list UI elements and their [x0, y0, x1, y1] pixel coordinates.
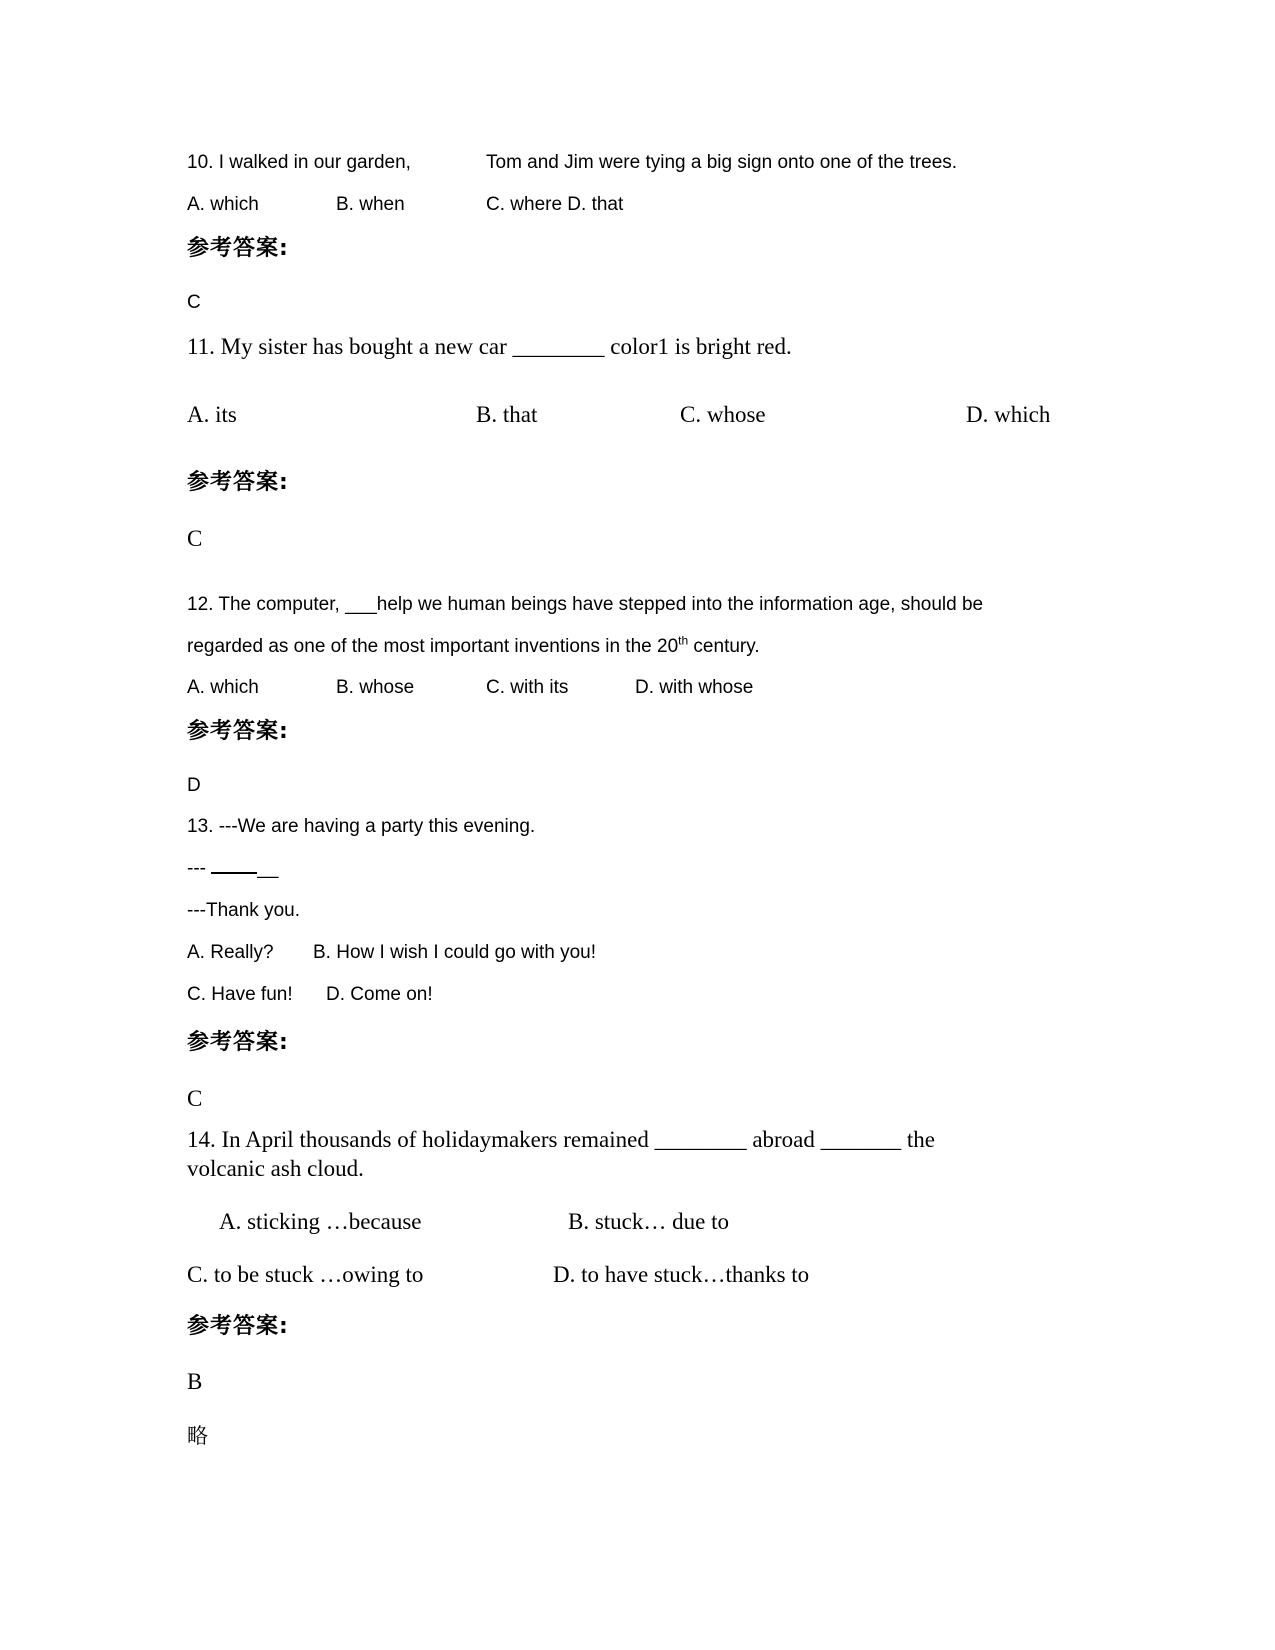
q11-answer: C — [187, 526, 203, 551]
q10-option-cd: C. where D. that — [486, 194, 624, 215]
q10-answer: C — [187, 292, 201, 313]
q13-answer: C — [187, 1086, 203, 1111]
q13-blank-tail: __ — [257, 858, 279, 879]
q14-option-b: B. stuck… due to — [568, 1209, 729, 1234]
q13-blank-prefix: --- — [187, 858, 212, 879]
q12-option-c: C. with its — [486, 677, 569, 698]
q12-stem-line2-end: century. — [688, 636, 760, 657]
q14-option-a: A. sticking …because — [219, 1209, 422, 1234]
q12-answer: D — [187, 775, 201, 796]
q10-option-b: B. when — [336, 194, 405, 215]
q11-answer-label: 参考答案: — [187, 470, 289, 495]
q12-stem-line2-text: regarded as one of the most important inventions in the 20 — [187, 636, 679, 657]
q12-stem-superscript: th — [678, 633, 689, 648]
q10-option-a: A. which — [187, 194, 259, 215]
q13-stem: 13. ---We are having a party this evening. — [187, 816, 536, 837]
q12-stem-line2 — [187, 633, 760, 659]
q13-blank-underline — [211, 858, 257, 874]
q11-option-a: A. its — [187, 402, 237, 427]
q14-option-c: C. to be stuck …owing to — [187, 1262, 424, 1287]
q11-stem: 11. My sister has bought a new car ________ color1 is bright red. — [187, 334, 792, 359]
q12-option-b: B. whose — [336, 677, 415, 698]
q13-option-b: B. How I wish I could go with you! — [313, 942, 597, 963]
q11-option-b: B. that — [476, 402, 538, 427]
q13-answer-label: 参考答案: — [187, 1030, 289, 1055]
q11-option-d: D. which — [966, 402, 1051, 427]
q14-answer-label: 参考答案: — [187, 1314, 289, 1339]
q14-note: 略 — [187, 1424, 208, 1448]
q13-reply: ---Thank you. — [187, 900, 300, 921]
q13-option-a: A. Really? — [187, 942, 274, 963]
q14-stem-line2: volcanic ash cloud. — [187, 1156, 364, 1181]
q14-stem-line1: 14. In April thousands of holidaymakers remained ________ abroad _______ the — [187, 1127, 935, 1152]
q12-stem-line1: 12. The computer, ___help we human beings have stepped into the information age, should be — [187, 594, 984, 615]
q10-stem-part1: 10. I walked in our garden, — [187, 152, 411, 173]
q14-answer: B — [187, 1369, 203, 1394]
q12-option-d: D. with whose — [635, 677, 754, 698]
q10-answer-label: 参考答案: — [187, 236, 289, 261]
q11-option-c: C. whose — [680, 402, 766, 427]
q13-option-d: D. Come on! — [326, 984, 433, 1005]
q12-option-a: A. which — [187, 677, 259, 698]
q10-stem-part2: Tom and Jim were tying a big sign onto one of the trees. — [486, 152, 958, 173]
q12-answer-label: 参考答案: — [187, 719, 289, 744]
q14-option-d: D. to have stuck…thanks to — [553, 1262, 810, 1287]
q13-blank-line — [187, 858, 278, 881]
q13-option-c: C. Have fun! — [187, 984, 293, 1005]
